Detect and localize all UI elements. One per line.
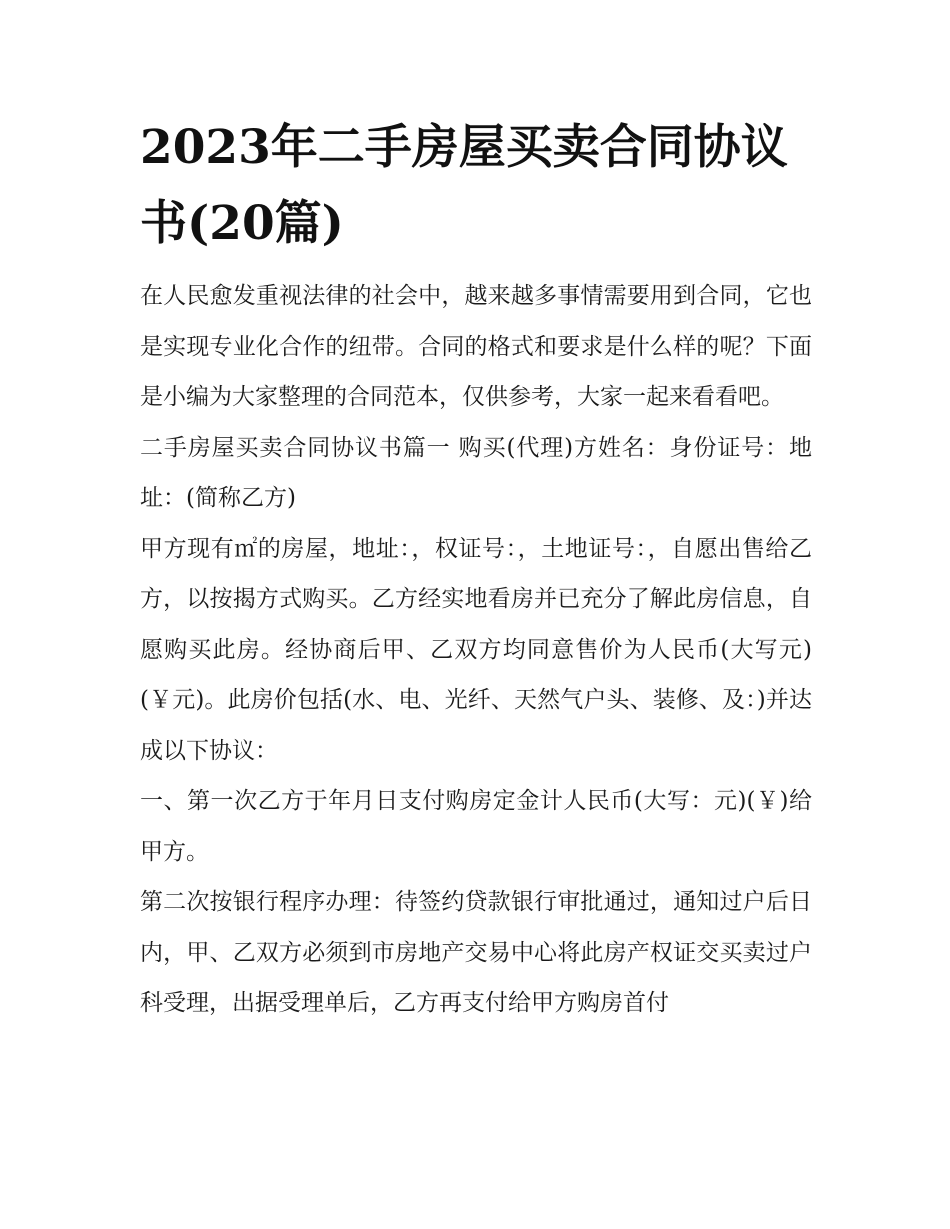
document-title: 2023年二手房屋买卖合同协议书(20篇) (140, 120, 788, 251)
second-payment-paragraph: 第二次按银行程序办理：待签约贷款银行审批通过，通知过户后日内，甲、乙双方必须到市房地产交易中心将此房产权证交买卖过户科受理，出据受理单后，乙方再支付给甲方购房首付 (140, 889, 812, 1016)
first-payment-paragraph: 一、第一次乙方于年月日支付购房定金计人民币(大写：元)(￥)给甲方。 (140, 788, 812, 865)
intro-paragraph: 在人民愈发重视法律的社会中，越来越多事情需要用到合同，它也是实现专业化合作的纽带。合同的格式和要求是什么样的呢？下面是小编为大家整理的合同范本，仅供参考，大家一起来看看吧。 (140, 283, 812, 410)
buyer-info-paragraph: 二手房屋买卖合同协议书篇一 购买(代理)方姓名：身份证号：地址：(简称乙方) (140, 434, 812, 511)
property-paragraph: 甲方现有㎡的房屋，地址：，权证号：，土地证号：，自愿出售给乙方，以按揭方式购买。乙方经实地看房并已充分了解此房信息，自愿购买此房。经协商后甲、乙双方均同意售价为人民币(大写元)(￥元)。此房价包括(水、电、光纤、天然气户头、装修、及：)并达成以下协议： (140, 535, 812, 764)
document-body (140, 110, 812, 1029)
